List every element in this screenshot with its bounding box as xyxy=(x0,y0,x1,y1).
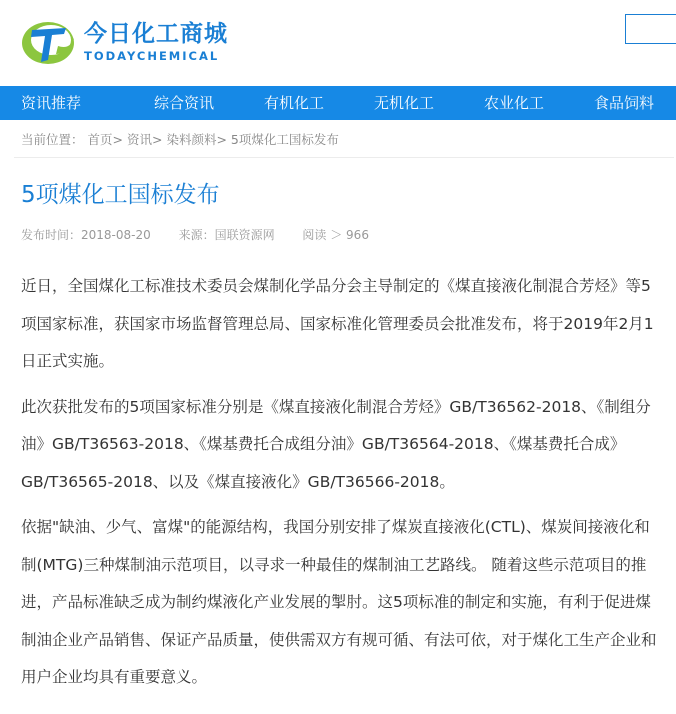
breadcrumb-category[interactable]: 染料颜料> xyxy=(166,132,227,147)
article-paragraph: 近日，全国煤化工标准技术委员会煤制化学品分会主导制定的《煤直接液化制混合芳烃》等5项国家标准，获国家市场监督管理总局、国家标准化管理委员会批准发布，将于2019年2月1日正式实施。 xyxy=(21,277,654,370)
logo-title: 今日化工商城 xyxy=(84,21,228,47)
site-logo[interactable] xyxy=(18,12,258,72)
article-paragraph: 依据"缺油、少气、富煤"的能源结构，我国分别安排了煤炭直接液化(CTL)、煤炭间接液化和制(MTG)三种煤制油示范项目，以寻求一种最佳的煤制油工艺路线。 随着这些示范项目的推进，产品标准缺乏成为制约煤液化产业发展的掣肘。这5项标准的制定和实施，有利于促进煤制油企业产品销售、保证产品质量，使供需双方有规可循、有法可依，对于煤化工生产企业和用户企业均具有重要意义。 xyxy=(21,518,657,686)
site-header xyxy=(0,0,676,86)
article-source: 来源：国联资源网 xyxy=(178,228,275,242)
nav-item-agriculture[interactable]: 农业化工 xyxy=(484,94,545,112)
breadcrumb xyxy=(21,130,339,148)
article-paragraph: 此次获批发布的5项国家标准分别是《煤直接液化制混合芳烃》GB/T36562-2018、《制组分油》GB/T36563-2018、《煤基费托合成组分油》GB/T36564-2018、《煤基费托合成》GB/T36565-2018、以及《煤直接液化》GB/T36566-2018。 xyxy=(21,397,651,491)
nav-item-food-feed[interactable]: 食品饲料 xyxy=(594,94,655,112)
nav-item-recommend[interactable]: 资讯推荐 xyxy=(21,94,82,112)
page-title: 5项煤化工国标发布 xyxy=(21,182,220,208)
view-count: 阅读 ＞ 966 xyxy=(302,228,369,242)
nav-item-inorganic[interactable]: 无机化工 xyxy=(374,94,435,112)
article-meta xyxy=(21,226,393,243)
publish-date: 发布时间：2018-08-20 xyxy=(21,228,151,242)
logo-text xyxy=(84,21,228,63)
breadcrumb-divider xyxy=(14,157,674,158)
logo-subtitle: TODAYCHEMICAL xyxy=(84,49,220,63)
nav-item-general[interactable]: 综合资讯 xyxy=(154,94,215,112)
nav-item-organic[interactable]: 有机化工 xyxy=(264,94,325,112)
breadcrumb-current: 5项煤化工国标发布 xyxy=(230,132,339,147)
main-nav xyxy=(0,86,676,120)
search-input[interactable] xyxy=(625,14,676,44)
breadcrumb-home[interactable]: 首页> xyxy=(87,132,123,147)
breadcrumb-prefix: 当前位置： xyxy=(21,132,84,147)
logo-mark-icon xyxy=(18,16,80,68)
article-body xyxy=(21,268,661,705)
breadcrumb-news[interactable]: 资讯> xyxy=(126,132,163,147)
